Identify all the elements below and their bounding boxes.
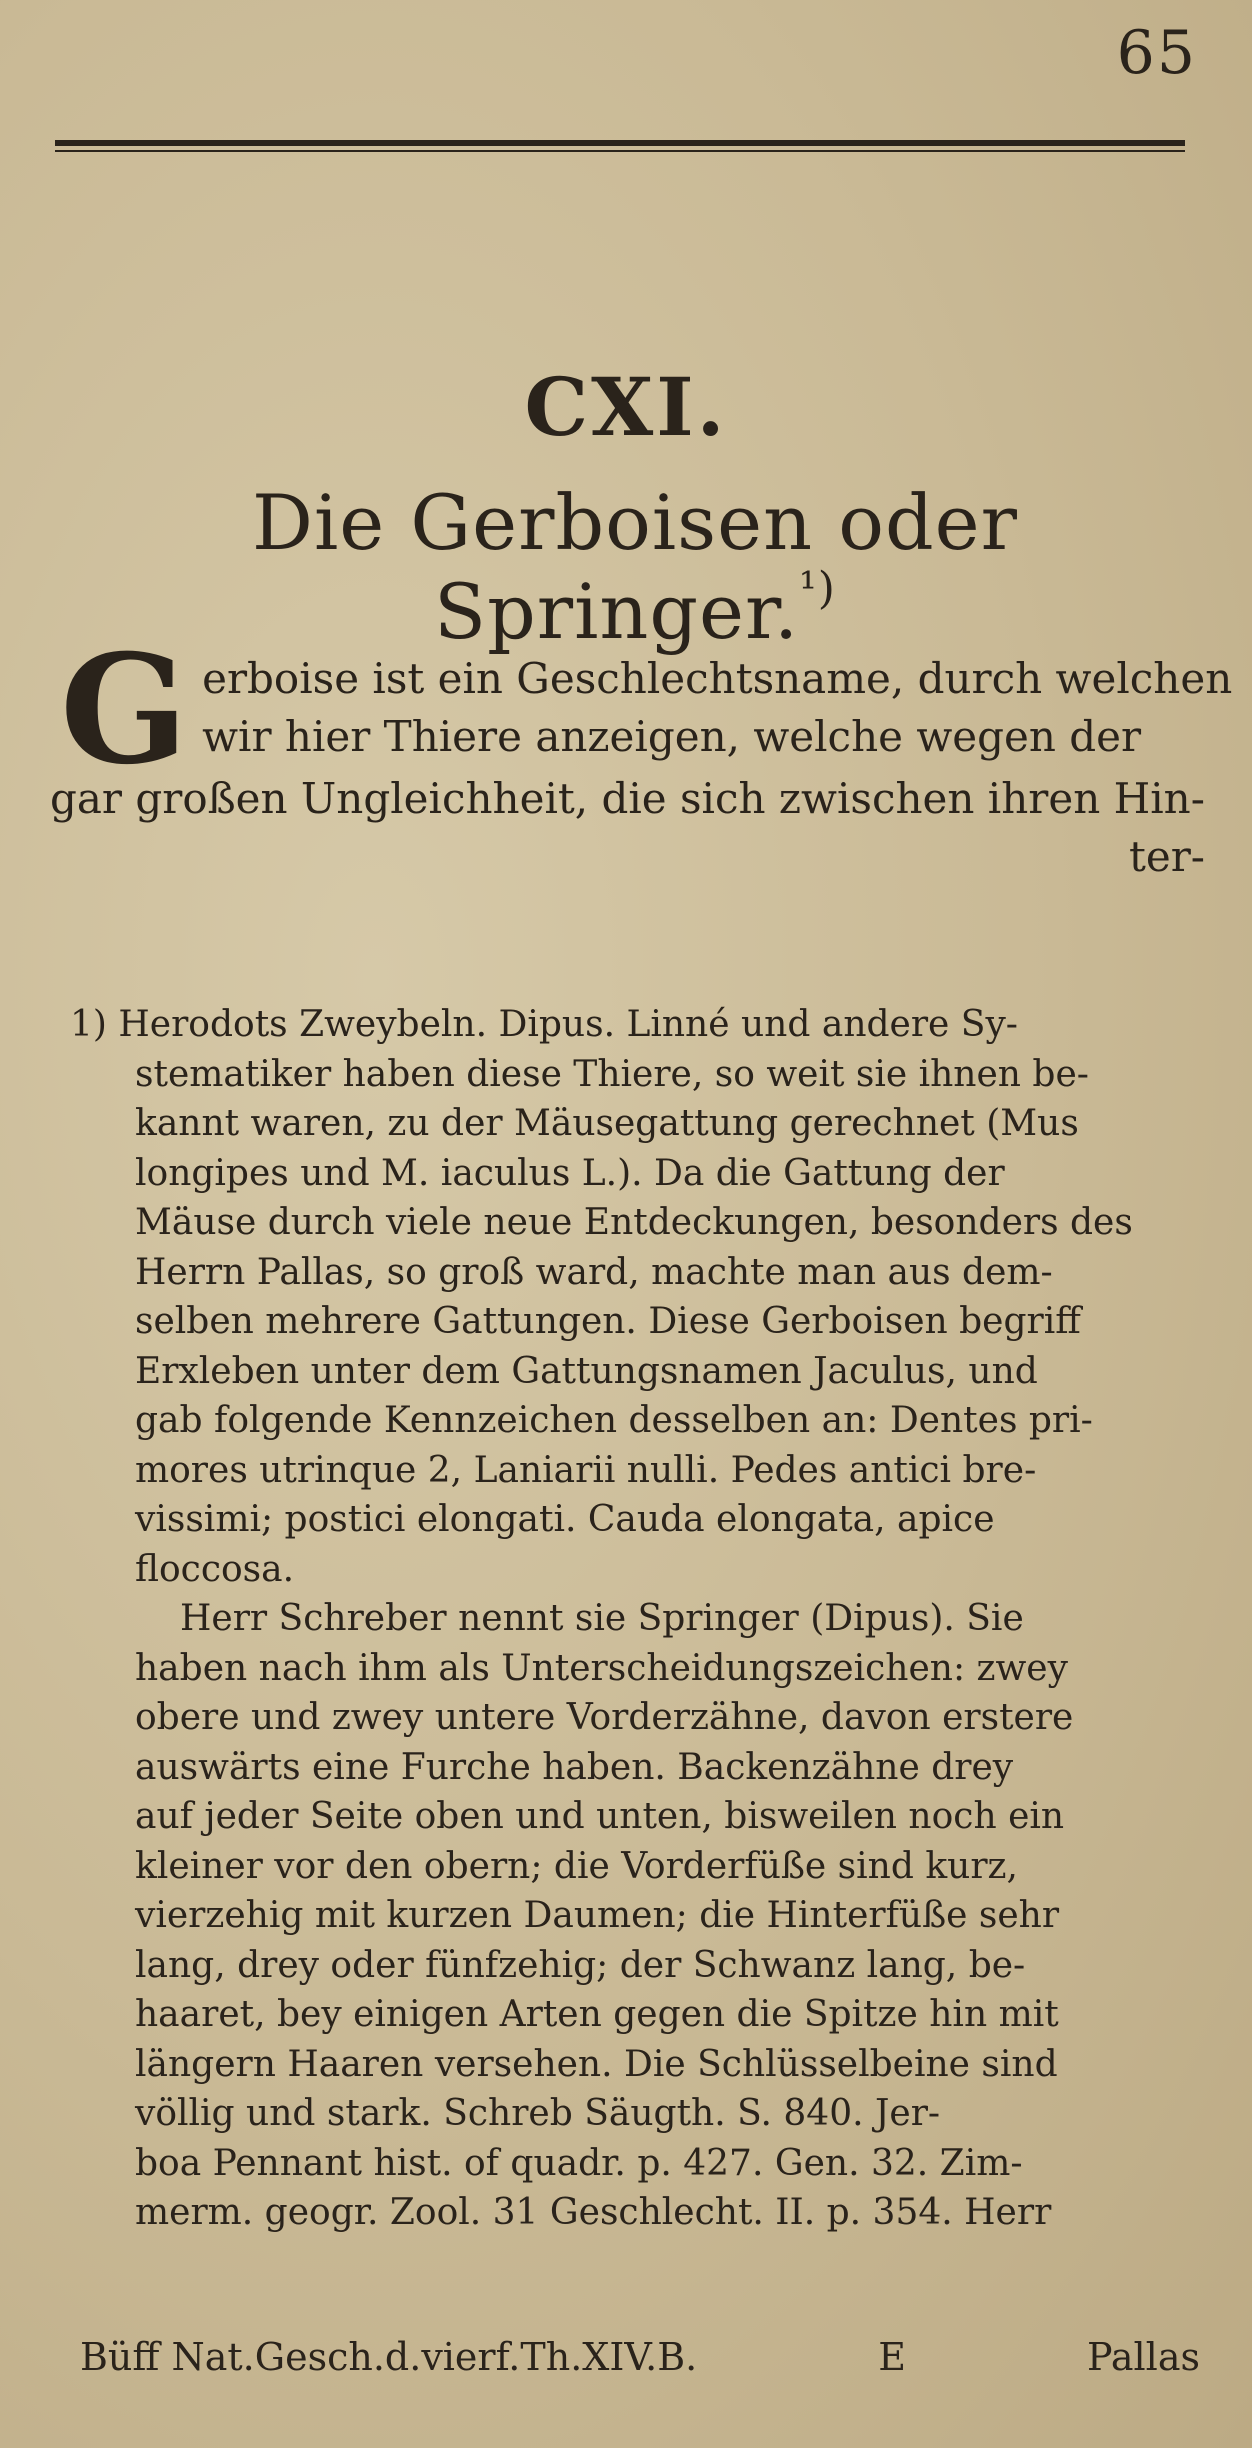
body-paragraph <box>50 622 1233 886</box>
footnote-line: haben nach ihm als Unterscheidungszeichen: zwey <box>135 1647 1068 1689</box>
signature-line <box>80 2335 1200 2379</box>
body-line: gar großen Ungleichheit, die sich zwischen ihren Hin- <box>50 774 1205 823</box>
footnote-line: stematiker haben diese Thiere, so weit sie ihnen be- <box>135 1053 1089 1095</box>
page-number: 65 <box>1116 18 1197 88</box>
signature-mark: E <box>878 2335 906 2379</box>
header-rule <box>55 140 1185 152</box>
footnote-line: längern Haaren versehen. Die Schlüsselbeine sind <box>135 2043 1058 2085</box>
footnote-line: selben mehrere Gattungen. Diese Gerboisen begriff <box>135 1301 1081 1342</box>
footnote <box>70 1000 1205 2238</box>
footnote-line: longipes und M. iaculus L.). Da die Gattung der <box>135 1152 1005 1194</box>
footnote-line: Mäuse durch viele neue Entdeckungen, besonders des <box>135 1202 1133 1243</box>
footnote-line: obere und zwey untere Vorderzähne, davon erstere <box>135 1697 1074 1738</box>
footnote-line: mores utrinque 2, Laniarii nulli. Pedes antici bre- <box>135 1449 1037 1491</box>
footnote-line: floccosa. <box>135 1548 295 1590</box>
footnote-line: Herr Schreber nennt sie Springer (Dipus). Sie <box>180 1598 1024 1639</box>
footnote-line: Herrn Pallas, so groß ward, machte man aus dem- <box>135 1251 1053 1293</box>
footnote-line: lang, drey oder fünfzehig; der Schwanz lang, be- <box>135 1944 1026 1986</box>
footnote-line: völlig und stark. Schreb Säugth. S. 840. Jer- <box>135 2093 941 2134</box>
chapter-title <box>70 478 1200 656</box>
footnote-line: gab folgende Kennzeichen desselben an: Dentes pri- <box>135 1400 1093 1441</box>
footnote-line: auswärts eine Furche haben. Backenzähne drey <box>135 1746 1014 1788</box>
catchword: ter- <box>1128 832 1205 881</box>
footnote-line: vierzehig mit kurzen Daumen; die Hinterfüße sehr <box>135 1895 1060 1936</box>
footnote-line: kleiner vor den obern; die Vorderfüße sind kurz, <box>135 1845 1018 1887</box>
catchword-footer: Pallas <box>1087 2335 1200 2379</box>
footnote-line: boa Pennant hist. of quadr. p. 427. Gen. 32. Zim- <box>135 2142 1023 2184</box>
drop-cap: G <box>60 622 189 798</box>
body-line: erboise ist ein Geschlechtsname, durch welchen <box>202 654 1233 703</box>
running-title: Büff Nat.Gesch.d.vierf.Th.XIV.B. <box>80 2335 698 2379</box>
footnote-line: haaret, bey einigen Arten gegen die Spitze hin mit <box>135 1994 1059 2035</box>
footnote-line: 1) Herodots Zweybeln. Dipus. Linné und andere Sy- <box>70 1004 1018 1045</box>
footnote-line: Erxleben unter dem Gattungsnamen Jaculus, und <box>135 1350 1038 1392</box>
footnote-line: auf jeder Seite oben und unten, bisweilen noch ein <box>135 1796 1065 1837</box>
chapter-title-text: Die Gerboisen oder Springer. <box>252 478 1018 656</box>
body-line: wir hier Thiere anzeigen, welche wegen der <box>202 712 1142 761</box>
footnote-line: kannt waren, zu der Mäusegattung gerechnet (Mus <box>135 1103 1079 1144</box>
footnote-line: vissimi; postici elongati. Cauda elongata, apice <box>135 1499 995 1540</box>
chapter-number: CXI. <box>524 360 728 454</box>
footnote-marker: ¹) <box>799 563 836 614</box>
footnote-line: merm. geogr. Zool. 31 Geschlecht. II. p. 354. Herr <box>135 2192 1052 2233</box>
